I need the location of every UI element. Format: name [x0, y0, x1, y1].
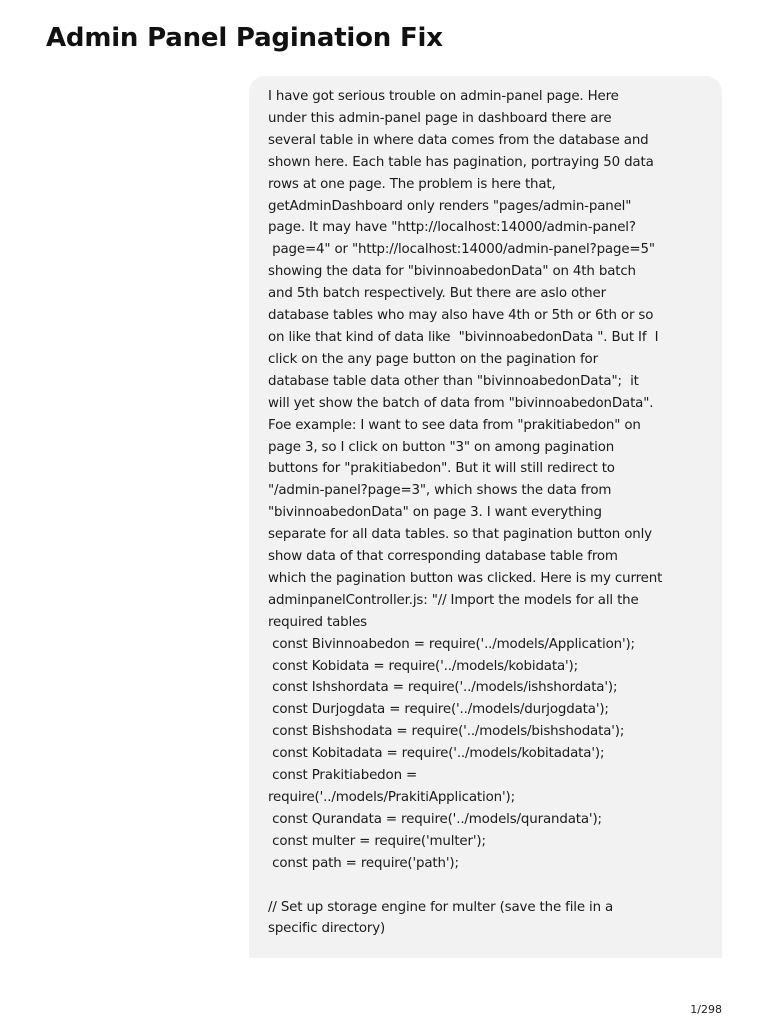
message-line: const Prakitiabedon =: [268, 768, 418, 784]
message-line: const Ishshordata = require('../models/ishshordata');: [268, 680, 618, 696]
message-line: rows at one page. The problem is here that,: [268, 176, 556, 192]
message-line: require('../models/PrakitiApplication');: [268, 790, 515, 805]
message-line: "bivinnoabedonData" on page 3. I want everything: [268, 505, 602, 521]
message-line: under this admin-panel page in dashboard there are: [268, 110, 612, 126]
message-line: const Durjogdata = require('../models/durjogdata');: [268, 702, 609, 718]
message-line: click on the any page button on the pagination for: [268, 351, 598, 367]
page-title: Admin Panel Pagination Fix: [46, 23, 443, 53]
message-line: buttons for "prakitiabedon". But it will still redirect to: [268, 461, 615, 477]
message-line: const Bivinnoabedon = require('../models/Application');: [268, 636, 635, 652]
message-line: required tables: [268, 614, 368, 630]
message-line: database table data other than "bivinnoabedonData"; it: [268, 373, 639, 389]
user-message-bubble: [249, 76, 722, 958]
message-line: and 5th batch respectively. But there are aslo other: [268, 286, 606, 302]
message-line: const multer = require('multer');: [268, 833, 486, 849]
message-line: const path = require('path');: [268, 855, 459, 871]
message-line: adminpanelController.js: "// Import the models for all the: [268, 592, 639, 608]
message-line: show data of that corresponding database table from: [268, 549, 618, 565]
message-line: I have got serious trouble on admin-panel page. Here: [268, 89, 619, 104]
message-line: getAdminDashboard only renders "pages/admin-panel": [268, 198, 632, 214]
message-line: const Kobidata = require('../models/kobidata');: [268, 658, 578, 674]
message-line: page 3, so I click on button "3" on among pagination: [268, 439, 615, 455]
message-line: will yet show the batch of data from "bivinnoabedonData".: [268, 395, 654, 411]
message-line: specific directory): [268, 921, 386, 937]
message-line: database tables who may also have 4th or 5th or 6th or so: [268, 308, 654, 324]
message-line: several table in where data comes from the database and: [268, 132, 649, 148]
page-indicator: 1/298: [690, 1003, 722, 1016]
message-line: page. It may have "http://localhost:14000/admin-panel?: [268, 220, 636, 236]
message-line: page=4" or "http://localhost:14000/admin-panel?page=5": [268, 242, 655, 258]
message-line: const Qurandata = require('../models/qurandata');: [268, 811, 602, 827]
message-line: on like that kind of data like "bivinnoabedonData ". But If I: [268, 329, 659, 345]
message-line: which the pagination button was clicked. Here is my current: [268, 570, 663, 586]
message-line: Foe example: I want to see data from "prakitiabedon" on: [268, 417, 641, 433]
message-line: shown here. Each table has pagination, portraying 50 data: [268, 154, 654, 170]
message-line: separate for all data tables. so that pagination button only: [268, 527, 652, 543]
user-message-text: [268, 86, 710, 940]
message-line: "/admin-panel?page=3", which shows the data from: [268, 483, 612, 499]
message-line: [268, 875, 710, 897]
message-line: const Bishshodata = require('../models/bishshodata');: [268, 724, 625, 740]
message-line: const Kobitadata = require('../models/kobitadata');: [268, 746, 605, 762]
message-line: // Set up storage engine for multer (save the file in a: [268, 899, 614, 915]
message-line: showing the data for "bivinnoabedonData" on 4th batch: [268, 264, 636, 280]
